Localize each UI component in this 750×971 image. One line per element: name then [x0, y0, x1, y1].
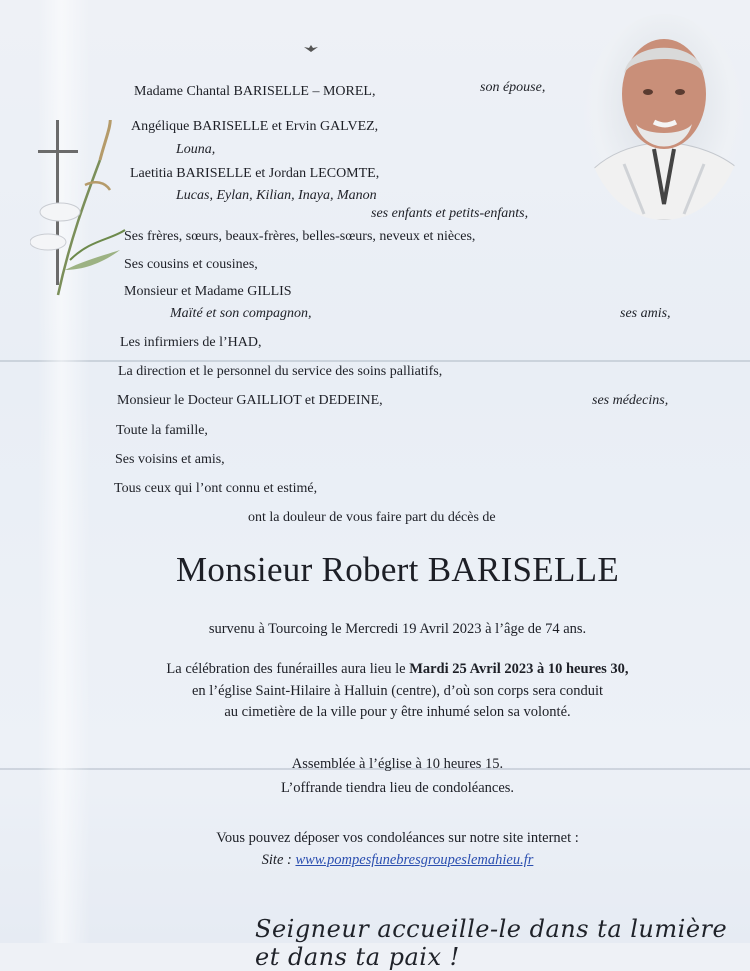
ceremony-line: [0, 661, 750, 678]
family-line: Monsieur et Madame GILLIS: [124, 284, 292, 299]
offering-info: L’offrande tiendra lieu de condoléances.: [280, 780, 515, 796]
site-line: [0, 852, 750, 869]
family-line: La direction et le personnel du service des soins palliatifs,: [118, 364, 443, 379]
deceased-detail: survenu à Tourcoing le Mercredi 19 Avril 2023 à l’âge de 74 ans.: [208, 621, 587, 637]
family-role: ses médecins,: [592, 393, 669, 408]
ceremony-text: La célébration des funérailles aura lieu le: [166, 661, 410, 677]
family-line: Louna,: [176, 142, 216, 157]
family-line: Ses frères, sœurs, beaux-frères, belles-sœurs, neveux et nièces,: [124, 229, 476, 244]
paper-fold: [0, 360, 750, 362]
condolences-info: Vous pouvez déposer vos condoléances sur notre site internet :: [216, 830, 579, 846]
family-line: Ses voisins et amis,: [115, 452, 225, 467]
site-label: Site :: [261, 852, 296, 868]
family-line: Laetitia BARISELLE et Jordan LECOMTE,: [130, 166, 380, 181]
prayer-text: Seigneur accueille-le dans ta lumière et dans ta paix !: [255, 915, 728, 971]
family-line: Monsieur le Docteur GAILLIOT et DEDEINE,: [117, 393, 383, 408]
family-line: Ses cousins et cousines,: [124, 257, 258, 272]
family-line: Lucas, Eylan, Kilian, Inaya, Manon: [176, 188, 377, 203]
family-line: Toute la famille,: [116, 423, 208, 438]
family-line: Maïté et son compagnon,: [170, 306, 312, 321]
family-line: Les infirmiers de l’HAD,: [120, 335, 262, 350]
family-role: ses amis,: [620, 306, 671, 321]
family-line: Angélique BARISELLE et Ervin GALVEZ,: [131, 119, 379, 134]
family-line: Madame Chantal BARISELLE – MOREL,: [134, 84, 376, 99]
dove-icon: [303, 44, 319, 54]
family-line: Tous ceux qui l’ont connu et estimé,: [114, 481, 318, 496]
ceremony-date: Mardi 25 Avril 2023 à 10 heures 30,: [409, 661, 629, 677]
ceremony-line: en l’église Saint-Hilaire à Halluin (centre), d’où son corps sera conduit: [191, 683, 604, 699]
deceased-name: Monsieur Robert BARISELLE: [175, 550, 620, 589]
family-role: son épouse,: [480, 80, 546, 95]
announcement: ont la douleur de vous faire part du décès de: [248, 510, 496, 525]
assembly-info: Assemblée à l’église à 10 heures 15.: [291, 756, 504, 772]
portrait-photo: [584, 14, 744, 220]
ceremony-line: au cimetière de la ville pour y être inhumé selon sa volonté.: [224, 704, 571, 720]
site-link[interactable]: www.pompesfunebresgroupeslemahieu.fr: [295, 852, 534, 868]
family-role: ses enfants et petits-enfants,: [371, 206, 529, 221]
